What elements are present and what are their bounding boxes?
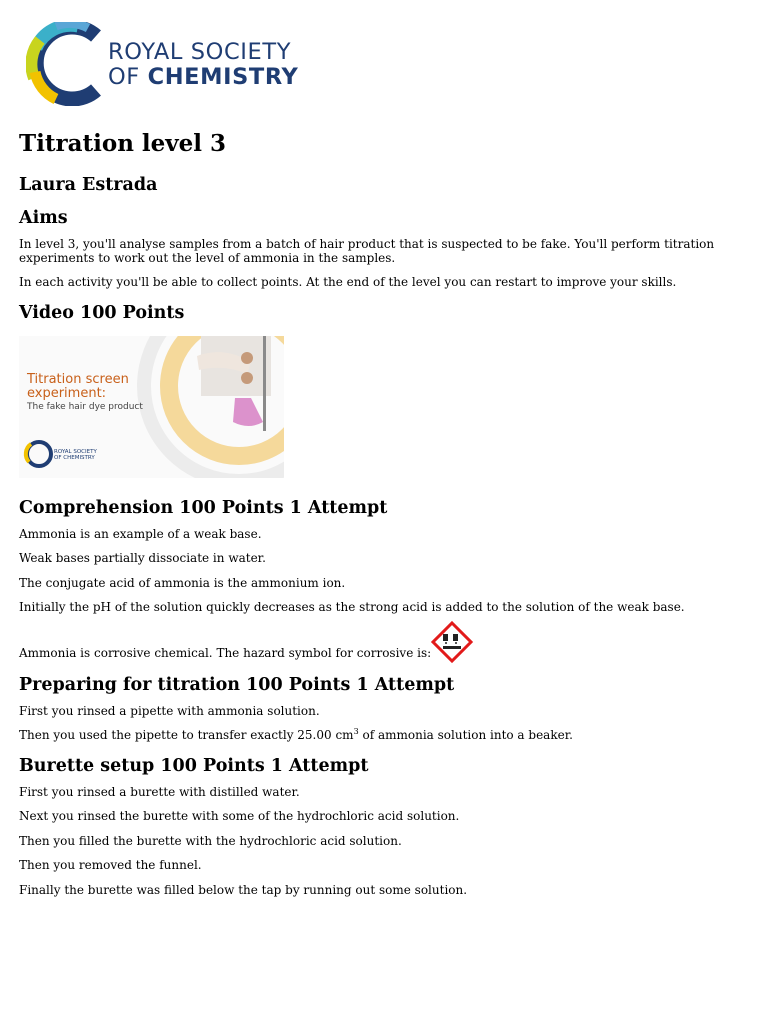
aims-paragraph-2: In each activity you'll be able to collect points. At the end of the level you can restart to improve your skills.: [19, 275, 677, 289]
video-title: [27, 373, 129, 401]
video-thumbnail[interactable]: [19, 336, 284, 478]
burette-item: Next you rinsed the burette with some of the hydrochloric acid solution.: [19, 809, 460, 823]
comprehension-heading: Comprehension 100 Points 1 Attempt: [19, 497, 388, 518]
video-logo-line2: OF CHEMISTRY: [54, 454, 95, 461]
burette-item: Then you filled the burette with the hydrochloric acid solution.: [19, 833, 402, 848]
video-heading: Video 100 Points: [19, 302, 185, 323]
burette-item: First you rinsed a burette with distilled water.: [19, 784, 300, 799]
preparing-paragraph-2: [19, 729, 749, 743]
volume-text: Then you used the pipette to transfer exactly 25.00 cm: [19, 728, 354, 742]
logo-line1: ROYAL SOCIETY: [108, 39, 292, 65]
comprehension-item: Initially the pH of the solution quickly decreases as the strong acid is added to the solution of the weak base.: [19, 600, 685, 614]
video-subtitle: The fake hair dye product: [27, 401, 143, 412]
comprehension-item: The conjugate acid of ammonia is the ammonium ion.: [19, 575, 346, 590]
video-title-line2: experiment:: [27, 385, 107, 401]
logo-line2-bold: CHEMISTRY: [147, 64, 299, 90]
hazard-text: Ammonia is corrosive chemical. The hazard symbol for corrosive is:: [19, 645, 432, 660]
video-logo-text: [54, 449, 97, 461]
author-name: Laura Estrada: [19, 175, 158, 195]
comprehension-item: Ammonia is an example of a weak base.: [19, 526, 262, 541]
burette-item: Then you removed the funnel.: [19, 858, 202, 872]
video-logo-line1: ROYAL SOCIETY: [54, 448, 97, 455]
burette-heading: Burette setup 100 Points 1 Attempt: [19, 755, 369, 776]
page-title: Titration level 3: [19, 130, 227, 157]
comprehension-item: Weak bases partially dissociate in water.: [19, 551, 266, 565]
aims-heading: Aims: [19, 208, 68, 228]
preparing-paragraph-1: First you rinsed a pipette with ammonia solution.: [19, 703, 320, 718]
burette-item: Finally the burette was filled below the tap by running out some solution.: [19, 882, 468, 897]
preparing-heading: Preparing for titration 100 Points 1 Attempt: [19, 674, 455, 695]
logo-line2-prefix: OF: [108, 64, 140, 90]
rsc-logo-icon: [26, 22, 106, 106]
aims-paragraph-1: In level 3, you'll analyse samples from a batch of hair product that is suspected to be fake. You'll perform titration experiments to work out the level of ammonia in the samples.: [19, 237, 715, 265]
volume-text-end: of ammonia solution into a beaker.: [358, 728, 573, 742]
document-body: [19, 128, 749, 897]
corrosive-hazard-icon: [431, 621, 473, 663]
logo-line2: [108, 65, 298, 90]
video-title-line1: Titration screen: [27, 371, 129, 387]
rsc-logo-text: [108, 40, 298, 90]
volume-unit-exponent: 3: [353, 727, 359, 736]
rsc-logo: [26, 22, 326, 106]
hazard-row: [19, 621, 749, 661]
